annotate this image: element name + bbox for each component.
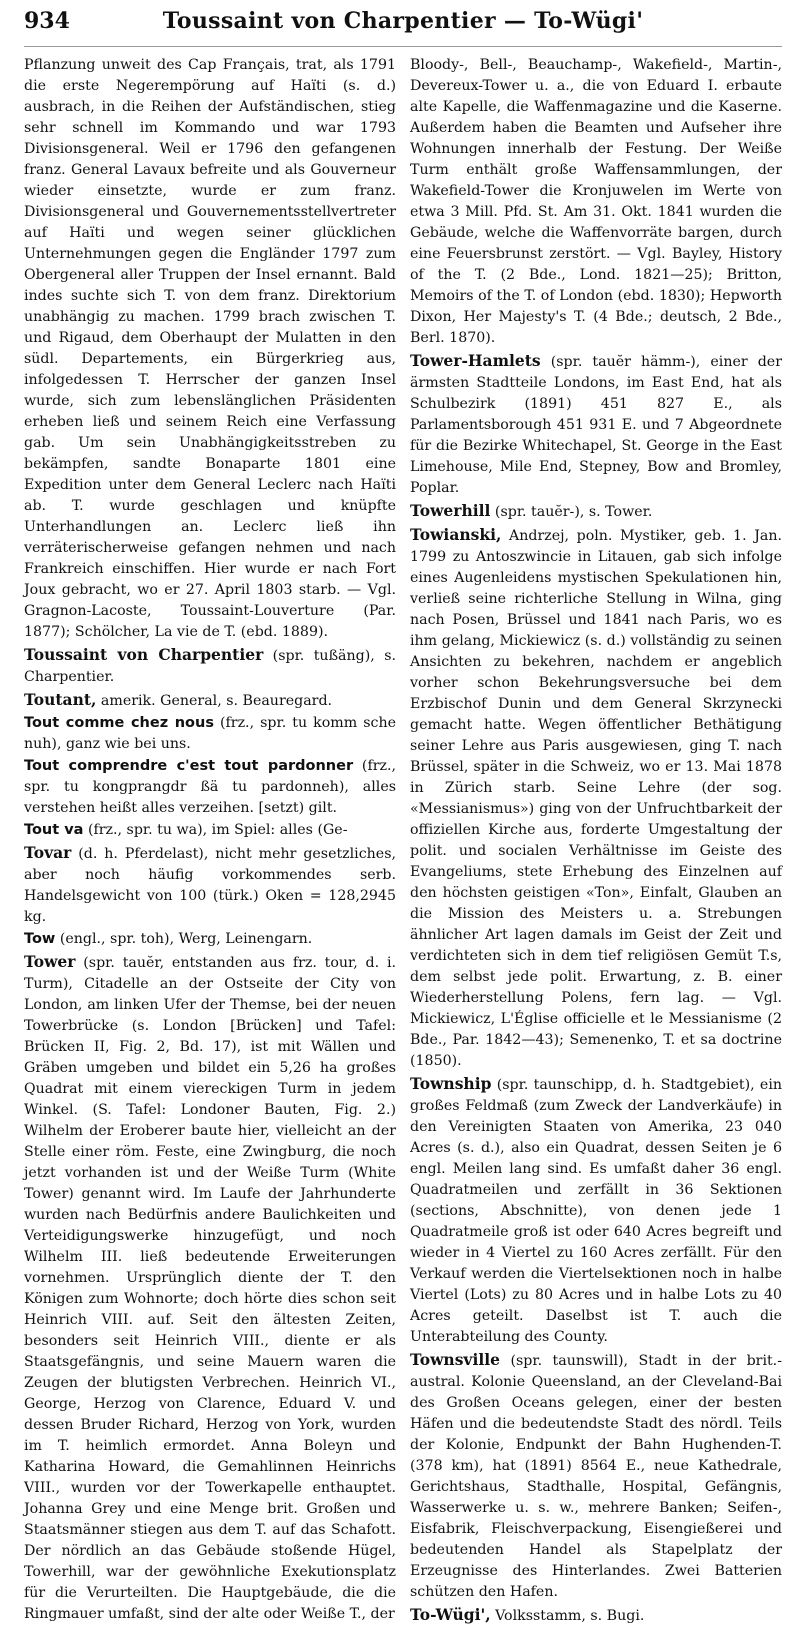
entry-tower-hamlets [410,350,782,499]
entry-text: (spr. tauĕr hämm-), einer der ärmsten Stadtteile Londons, im East End, hat als Schulbezirk (1891) 451 827 E., als Parlamentsborough 451 931 E. und 7 Abgeordnete für die Bezirke Whitechapel, St. George in the East Limehouse, Mile End, Stepney, Bow and Bromley, Poplar. [410,354,782,496]
headword: Toussaint von Charpentier [24,645,264,664]
headword: Tower [24,952,76,971]
entry-text: (engl., spr. toh), Werg, Leinengarn. [55,931,313,947]
entry-text: (frz., spr. tu wa), im Spiel: alles (Ge- [83,822,348,838]
entry-tow [24,929,396,950]
left-column [24,55,396,1627]
entry-continuation-toussaint: Pflanzung unweit des Cap Français, trat, als 1791 die erste Negerempörung auf Haïti (s. d.) ausbrach, in die Reihen der Aufständischen, stieg sehr schnell im Kommando und war 1793 Divisionsgeneral. Weil er 1796 den gefangenen franz. General Lavaux befreite und als Gouverneur wieder einsetzte, wurde er zum franz. Divisionsgeneral und Gouvernementsstellvertreter auf Haïti und wegen seiner glücklichen Unternehmungen gegen die Engländer 1797 zum Obergeneral aller Truppen der Insel ernannt. Bald indes suchte sich T. von dem franz. Direktorium unabhängig zu machen. 1799 brach zwischen T. und Rigaud, dem Oberhaupt der Mulatten in den südl. Departements, ein Bürgerkrieg aus, infolgedessen T. Herrscher der ganzen Insel wurde, sich zum lebenslänglichen Präsidenten erheben ließ und seinem Reich eine Verfassung gab. Um sein Unabhängigkeitsstreben zu bekämpfen, sandte Bonaparte 1801 eine Expedition unter dem General Leclerc nach Haïti ab. T. wurde geschlagen und knüpfte Unterhandlungen an. Leclerc ließ ihn verräterischerweise gefangen nehmen und nach Frankreich einschiffen. Hier wurde er nach Fort Joux gebracht, wo er 27. April 1803 starb. — Vgl. Gragnon-Lacoste, Toussaint-Louverture (Par. 1877); Schölcher, La vie de T. (ebd. 1889). [24,57,396,640]
entry-text: (spr. tußäng), s. Charpentier. [24,648,396,685]
entry-continuation-tower: Bloody-, Bell-, Beauchamp-, Wakefield-, Martin-, Devereux-Tower u. a., die von Eduard I. erbaute alte Kapelle, die Waffenmagazine und die Kaserne. Außerdem haben die Beamten und Aufseher ihre Wohnungen innerhalb der Festung. Der Weiße Turm enthält große Waffensammlungen, der Wakefield-Tower die Kronjuwelen im Werte von etwa 3 Mill. Pfd. St. Am 31. Okt. 1841 wurden die Gebäude, welche die Waffenvorräte bargen, durch eine Feuersbrunst zerstört. — Vgl. Bayley, History of the T. (2 Bde., Lond. 1821—25); Britton, Memoirs of the T. of London (ebd. 1830); Hepworth Dixon, Her Majesty's T. (4 Bde.; deutsch, 2 Bde., Berl. 1870). [410,57,782,346]
entry-tout-comme-chez-nous [24,713,396,755]
page-number: 934 [24,8,70,34]
entry-tout-va [24,820,396,841]
entry-text: (spr. tauĕr, entstanden aus frz. tour, d. i. Turm), Citadelle an der Ostseite der City von London, am linken Ufer der Themse, bei der neuen Towerbrücke (s. London [Brücken] und Tafel: Brücken II, Fig. 2, Bd. 17), ist mit Wällen und Gräben umgeben und bildet ein 5,26 ha großes Quadrat mit einem viereckigen Turm in jedem Winkel. (S. Tafel: Londoner Bauten, Fig. 2.) Wilhelm der Eroberer baute hier, vielleicht an der Stelle einer röm. Feste, eine Zwingburg, die noch jetzt vorhanden ist und der Weiße Turm (White Tower) genannt wird. Im Laufe der Jahrhunderte wurden nach Bedürfnis andere Baulichkeiten und Verteidigungswerke hinzugefügt, und noch Wilhelm III. ließ bedeutende Erweiterungen vornehmen. Ursprünglich diente der T. den Königen zum Wohnorte; doch hörte dies schon seit Heinrich VIII. auf. Seit den ältesten Zeiten, besonders seit Heinrich VIII., diente er als Staatsgefängnis, und seine Mauern waren die Zeugen der blutigsten Verbrechen. Heinrich VI., George, Herzog von Clarence, Eduard V. und dessen Bruder Richard, Herzog von York, wurden im T. heimlich ermordet. Anna Boleyn und Katharina Howard, die Gemahlinnen Heinrichs VIII., wurden vor der Towerkapelle enthauptet. Johanna Grey und eine Menge brit. Großen und Staatsmänner stiegen aus dem T. auf das Schafott. Der nördlich an das Gebäude stoßende Hügel, Towerhill, war der gewöhnliche Exekutionsplatz für die Verurteilten. Die Hauptgebäude, die die Ringmauer umfaßt, sind der alte oder Weiße T., der [24,955,396,1622]
entry-township [410,1073,782,1348]
entry-text: Andrzej, poln. Mystiker, geb. 1. Jan. 1799 zu Antoszwincie in Litauen, gab sich infolge eines Augenleidens mystischen Spekulationen hin, verließ seine richterliche Stellung in Wilna, ging nach Posen, Brüssel und 1841 nach Paris, wo es ihm gelang, Mickiewicz (s. d.) vollständig zu seinen Ansichten zu bekehren, nachdem er angeblich vorher schon Bekehrungsversuche bei dem Erzbischof Dunin und dem General Skrzynecki gemacht hatte. Wegen öffentlicher Bethätigung seiner Lehre aus Paris ausgewiesen, ging T. nach Brüssel, später in die Schweiz, wo er 13. Mai 1878 in Zürich starb. Seine Lehre (der sog. «Messianismus») ging von der Unfruchtbarkeit der offiziellen Kirche aus, forderte Umgestaltung der polit. und socialen Verhältnisse im Geiste des Evangeliums, stete Erhebung des Einzelnen auf den höchsten geistigen «Ton», Einfalt, Glauben an die Mission des Meisters u. a. Strebungen ähnlicher Art lagen damals im Geist der Zeit und verdichteten sich in dem tief religiösen Gemüt T.s, dem selbst jede polit. Erwartung, z. B. einer Wiederherstellung Polens, fern lag. — Vgl. Mickiewicz, L'Église officielle et le Messianisme (2 Bde., Par. 1842—43); Semenenko, T. et sa doctrine (1850). [410,528,782,1069]
entry-text: (spr. taunschipp, d. h. Stadtgebiet), ein großes Feldmaß (zum Zweck der Landverkäufe) in den Vereinigten Staaten von Amerika, 23 040 Acres (s. d.), also ein Quadrat, dessen Seiten je 6 engl. Meilen lang sind. Es umfaßt daher 36 engl. Quadratmeilen und zerfällt in 36 Sektionen (sections, Abschnitte), von denen jede 1 Quadratmeile groß ist oder 640 Acres begreift und wieder in 4 Viertel zu 160 Acres zerfällt. Für den Verkauf werden die Viertelsektionen noch in halbe Viertel (Lots) zu 80 Acres und in halbe Lots zu 40 Acres geteilt. Daselbst ist T. auch die Unterabteilung des County. [410,1077,782,1345]
entry-text: amerik. General, s. Beauregard. [96,693,333,709]
page-header [24,8,782,47]
entry-toussaint-von-charpentier [24,644,396,688]
headword: Tout comprendre c'est tout pardonner [24,758,354,774]
entry-text: (d. h. Pferdelast), nicht mehr gesetzliches, aber noch häufig vorkommendes serb. Handelsgewicht von 100 (türk.) Oken = 128,2945 kg. [24,846,396,925]
entry-towianski [410,524,782,1072]
entry-tovar [24,842,396,928]
text-columns [24,55,782,1627]
entry-townsville [410,1349,782,1603]
headword: Towianski, [410,525,502,544]
entry-text: Volksstamm, s. Bugi. [490,1608,645,1624]
entry-text: (frz., spr. tu kongprangdr ßä tu pardonneh), alles verstehen heißt alles verzeihen. [setzt) gilt. [24,758,396,816]
headword: Toutant, [24,690,97,709]
headword: Tow [24,931,56,947]
entry-to-wuegi [410,1604,782,1627]
entry-tower [24,951,396,1625]
entry-text: (spr. taunswill), Stadt in der brit.-austral. Kolonie Queensland, an der Cleveland-Bai des Großen Oceans gelegen, einer der besten Häfen und die bedeutendste Stadt des nördl. Teils der Kolonie, Endpunkt der Bahn Hughenden-T. (378 km), hat (1891) 8564 E., neue Kathedrale, Gerichtshaus, Stadthalle, Hospital, Gefängnis, Wasserwerke u. s. w., mehrere Banken; Seifen-, Eisfabrik, Fleischverpackung, Eisengießerei und bedeutenden Handel als Stapelplatz der Erzeugnisse des Hinterlandes. Zwei Batterien schützen den Hafen. [410,1353,782,1600]
headword: Tout comme chez nous [24,715,214,731]
headword: Tower-Hamlets [410,351,541,370]
headword: Townsville [410,1350,500,1369]
headword: Township [410,1074,492,1093]
right-column [410,55,782,1627]
entry-text: (spr. tauĕr-), s. Tower. [490,504,653,520]
running-title: Toussaint von Charpentier — To-Wügi' [162,8,644,34]
headword: To-Wügi', [410,1605,491,1624]
headword: Tovar [24,843,72,862]
entry-toutant [24,689,396,712]
entry-text: (frz., spr. tu komm sche nuh), ganz wie bei uns. [24,715,396,752]
headword: Tout va [24,822,84,838]
headword: Towerhill [410,501,491,520]
entry-tout-comprendre [24,756,396,819]
entry-towerhill [410,500,782,523]
